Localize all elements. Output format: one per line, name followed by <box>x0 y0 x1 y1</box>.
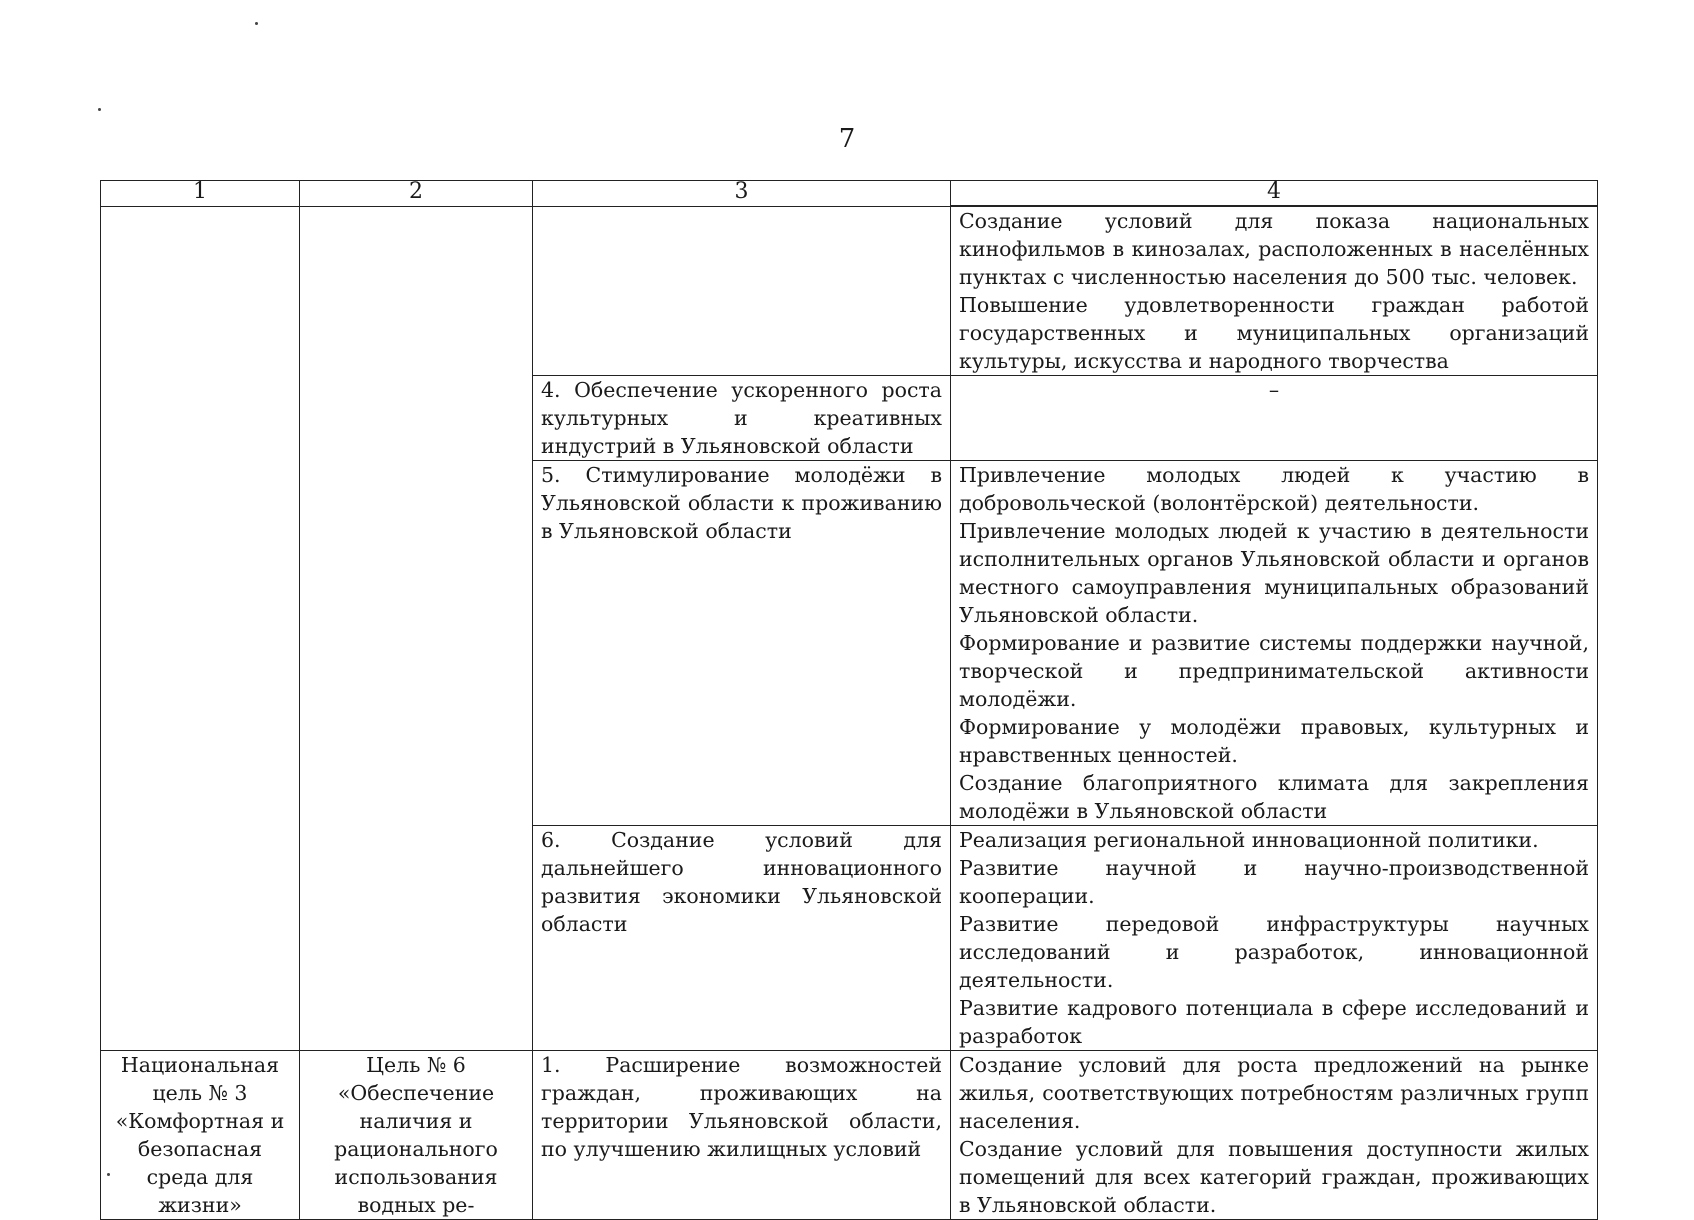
table-row <box>101 1051 1598 1220</box>
result-item: Формирование у молодёжи правовых, культурных и нравственных ценностей. <box>959 715 1589 767</box>
result-item: Создание благоприятного климата для закрепления молодёжи в Ульяновской области <box>959 771 1589 823</box>
result-item: Развитие кадрового потенциала в сфере исследований и разработок <box>959 996 1589 1048</box>
results-cell <box>951 206 1598 376</box>
task-cell: 4. Обеспечение ускоренного роста культурных и креативных индустрий в Ульяновской области <box>533 376 951 461</box>
results-cell <box>951 461 1598 826</box>
table-row <box>101 206 1598 376</box>
goals-table <box>100 180 1598 1220</box>
table-header-row <box>101 181 1598 207</box>
column-header-1: 1 <box>101 181 300 207</box>
result-item: Создание условий для показа национальных кинофильмов в кинозалах, расположенных в населённых пунктах с численностью населения до 500 тыс. человек. <box>959 209 1589 289</box>
result-item: Привлечение молодых людей к участию в добровольческой (волонтёрской) деятельности. <box>959 463 1589 515</box>
task-cell: 1. Расширение возможностей граждан, проживающих на территории Ульяновской области, по улучшению жилищных условий <box>533 1051 951 1220</box>
results-cell <box>951 376 1598 461</box>
goal-cell-continued <box>300 206 533 1051</box>
scan-speck <box>98 108 101 111</box>
national-goal-cell: Национальная цель № 3 «Комфортная и безопасная среда для жизни» <box>101 1051 300 1220</box>
result-item: Повышение удовлетворенности граждан работой государственных и муниципальных организаций культуры, искусства и народного творчества <box>959 293 1589 373</box>
column-header-2: 2 <box>300 181 533 207</box>
scan-speck <box>255 22 258 25</box>
goal-cell: Цель № 6 «Обеспечение наличия и рационального использования водных ре- <box>300 1051 533 1220</box>
scan-speck <box>107 1173 110 1176</box>
result-item: Создание условий для роста предложений на рынке жилья, соответствующих потребностям различных групп населения. <box>959 1053 1589 1133</box>
results-cell <box>951 1051 1598 1220</box>
result-item: Создание условий для повышения доступности жилых помещений для всех категорий граждан, проживающих в Ульяновской области. <box>959 1137 1589 1217</box>
national-goal-cell-continued <box>101 206 300 1051</box>
task-cell: 5. Стимулирование молодёжи в Ульяновской области к проживанию в Ульяновской области <box>533 461 951 826</box>
result-item: Привлечение молодых людей к участию в деятельности исполнительных органов Ульяновской области и органов местного самоуправления муниципальных образований Ульяновской области. <box>959 519 1589 627</box>
result-item: Развитие передовой инфраструктуры научных исследований и разработок, инновационной деятельности. <box>959 912 1589 992</box>
result-item: Развитие научной и научно-производственной кооперации. <box>959 856 1589 908</box>
page-number: 7 <box>838 124 856 154</box>
column-header-4: 4 <box>951 181 1598 207</box>
task-cell-continued <box>533 206 951 376</box>
task-cell: 6. Создание условий для дальнейшего инновационного развития экономики Ульяновской области <box>533 826 951 1051</box>
results-cell <box>951 826 1598 1051</box>
result-item: Формирование и развитие системы поддержки научной, творческой и предпринимательской активности молодёжи. <box>959 631 1589 711</box>
result-item: – <box>1268 378 1280 402</box>
column-header-3: 3 <box>533 181 951 207</box>
result-item: Реализация региональной инновационной политики. <box>959 828 1539 852</box>
